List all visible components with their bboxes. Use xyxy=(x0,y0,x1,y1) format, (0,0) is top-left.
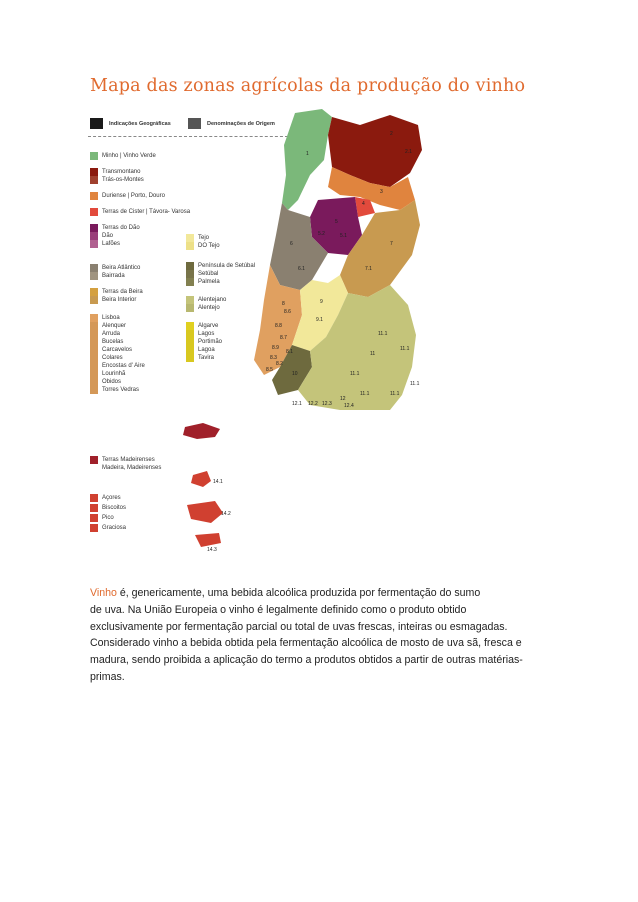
legend-label: Obidos xyxy=(102,379,122,385)
map-label: 1 xyxy=(306,151,309,157)
legend-label: Beira Interior xyxy=(102,297,137,303)
legend-label: Arruda xyxy=(102,331,121,337)
legend-item-right xyxy=(186,278,220,286)
legend-label: Setúbal xyxy=(198,271,219,277)
legend-swatch xyxy=(186,354,194,362)
legend-item-left xyxy=(90,322,126,330)
map-label: 7 xyxy=(390,241,393,247)
legend-item-left xyxy=(90,232,113,240)
map-label: 9.1 xyxy=(316,317,323,323)
legend-label: Bairrada xyxy=(102,273,125,279)
legend-swatch xyxy=(186,322,194,330)
legend-item-right xyxy=(186,338,222,346)
legend-swatch xyxy=(90,386,98,394)
legend-item-madeira-sub: Madeira, Madeirenses xyxy=(102,465,162,471)
map-label: 11.1 xyxy=(378,331,388,337)
azores-island-2 xyxy=(187,501,223,523)
madeira-island xyxy=(183,423,220,439)
legend-swatch xyxy=(90,514,98,522)
page-title: Mapa das zonas agrícolas da produção do vinho xyxy=(90,76,526,96)
legend-item-left xyxy=(90,378,121,386)
map-label: 11.1 xyxy=(400,346,410,352)
legend-item-left xyxy=(90,354,123,362)
legend-header-ig: Indicações Geográficas xyxy=(90,118,171,129)
legend-label: Duriense | Porto, Douro xyxy=(102,193,165,199)
legend-swatch xyxy=(90,354,98,362)
map-label: 8.5 xyxy=(266,367,273,373)
map-label: 4 xyxy=(362,201,365,207)
legend-swatch xyxy=(188,118,201,129)
map-label: 8 xyxy=(282,301,285,307)
legend-item-left xyxy=(90,338,123,346)
legend-label: Beira Atlântico xyxy=(102,265,141,271)
region-minho xyxy=(282,109,332,210)
legend-label: Alenquer xyxy=(102,323,127,329)
map-label: 11.1 xyxy=(350,371,360,377)
legend-header-do: Denominações de Origem xyxy=(188,118,275,129)
legend-item-left xyxy=(90,370,125,378)
map-label: 12.3 xyxy=(322,401,332,407)
legend-label: Tejo xyxy=(198,235,210,241)
map-label: 8.1 xyxy=(286,349,293,355)
legend-swatch xyxy=(186,304,194,312)
map-label: 5 xyxy=(335,219,338,225)
legend-item-azores xyxy=(90,494,121,502)
legend-swatch xyxy=(186,338,194,346)
legend-swatch xyxy=(90,330,98,338)
map-label: 2 xyxy=(390,131,393,137)
legend-swatch xyxy=(90,176,98,184)
legend-item-azores xyxy=(90,504,126,512)
legend-item-madeira xyxy=(90,456,155,464)
legend-item-left xyxy=(90,296,136,304)
legend-item-right xyxy=(186,330,214,338)
legend-swatch xyxy=(186,278,194,286)
map-label: 8.8 xyxy=(275,323,282,329)
legend-swatch xyxy=(186,296,194,304)
map-label: 9 xyxy=(320,299,323,305)
legend-swatch xyxy=(90,224,98,232)
map-label: 12.1 xyxy=(292,401,302,407)
portugal-wine-map xyxy=(240,105,430,415)
legend-swatch xyxy=(90,264,98,272)
legend-swatch xyxy=(90,296,98,304)
map-label: 6 xyxy=(290,241,293,247)
legend-label: Colares xyxy=(102,355,123,361)
legend-label: Alentejo xyxy=(198,305,220,311)
legend-label: Lagos xyxy=(198,331,215,337)
map-label: 8.9 xyxy=(272,345,279,351)
legend-swatch xyxy=(90,118,103,129)
legend-swatch xyxy=(90,288,98,296)
legend-item-right xyxy=(186,354,214,362)
islands-inset xyxy=(175,415,235,555)
legend-item-left xyxy=(90,240,120,248)
legend-swatch xyxy=(90,456,98,464)
map-label: 5.2 xyxy=(318,231,325,237)
legend-swatch xyxy=(90,322,98,330)
legend-swatch xyxy=(90,192,98,200)
legend-label: Terras da Beira xyxy=(102,289,143,295)
legend-swatch xyxy=(186,270,194,278)
legend-item-left xyxy=(90,224,140,232)
legend-item-right xyxy=(186,322,218,330)
legend-item-left xyxy=(90,272,125,280)
legend-label: Tavira xyxy=(198,355,215,361)
legend-label: Alentejano xyxy=(198,297,227,303)
legend-swatch xyxy=(90,232,98,240)
legend-label: Bucelas xyxy=(102,339,124,345)
legend-swatch xyxy=(90,314,98,322)
legend-label: Palmela xyxy=(198,279,220,285)
legend-label: Transmontano xyxy=(102,169,141,175)
legend-item-left xyxy=(90,176,144,184)
legend-item-right xyxy=(186,296,226,304)
map-label: 11 xyxy=(370,351,376,357)
map-label: 2.1 xyxy=(405,149,412,155)
legend-swatch xyxy=(90,338,98,346)
legend-item-left xyxy=(90,192,165,200)
legend-item-right xyxy=(186,242,220,250)
paragraph-line-0: Vinho é, genericamente, uma bebida alcoólica produzida por fermentação do sumo xyxy=(90,587,481,599)
legend-swatch xyxy=(186,234,194,242)
wine-paragraph xyxy=(90,585,558,686)
legend-item-right xyxy=(186,234,209,242)
map-label: 12.4 xyxy=(344,403,354,409)
island-label: 14.1 xyxy=(213,479,223,485)
legend-item-left xyxy=(90,264,140,272)
legend-label: Terras Madeirenses xyxy=(102,457,155,463)
map-label: 8.6 xyxy=(284,309,291,315)
island-label: 14.2 xyxy=(221,511,231,517)
legend-label: Terras de Cister | Távora- Varosa xyxy=(102,209,191,215)
legend-item-left xyxy=(90,152,156,160)
legend-swatch xyxy=(186,330,194,338)
map-label: 12.2 xyxy=(308,401,318,407)
map-label: 10 xyxy=(292,371,298,377)
legend-swatch xyxy=(90,152,98,160)
legend-label: DO Tejo xyxy=(198,243,220,249)
legend-label: Lagoa xyxy=(198,347,215,353)
legend-item-azores xyxy=(90,514,114,522)
map-label: 12 xyxy=(340,396,346,402)
legend-swatch xyxy=(186,346,194,354)
legend-swatch xyxy=(90,370,98,378)
legend-swatch xyxy=(186,262,194,270)
map-label: 3 xyxy=(380,189,383,195)
map-label: 5.1 xyxy=(340,233,347,239)
legend-item-left xyxy=(90,362,145,370)
legend-swatch xyxy=(90,168,98,176)
legend-label: Encostas d' Aire xyxy=(102,363,145,369)
legend-swatch xyxy=(90,272,98,280)
legend-label: Lourinhã xyxy=(102,371,126,377)
azores-island-1 xyxy=(191,471,211,487)
legend-swatch xyxy=(90,494,98,502)
paragraph-line-3: Considerado vinho a bebida obtida pela fermentação alcoólica de mosto de uva sã, fresca e xyxy=(90,637,522,650)
map-label: 6.1 xyxy=(298,266,305,272)
legend-swatch xyxy=(90,378,98,386)
paragraph-line-4: madura, sendo proibida a aplicação do termo a produtos obtidos a partir de outras matérias- xyxy=(90,654,523,667)
legend-label: Lisboa xyxy=(102,315,120,321)
legend-item-right xyxy=(186,304,220,312)
map-label: 8.3 xyxy=(270,355,277,361)
legend-item-left xyxy=(90,168,140,176)
legend-label: Trás-os-Montes xyxy=(102,177,144,183)
legend-item-left xyxy=(90,386,139,394)
legend-swatch xyxy=(90,504,98,512)
legend-label: Península de Setúbal xyxy=(198,263,256,269)
legend-item-left xyxy=(90,330,120,338)
legend-label: Algarve xyxy=(198,323,219,329)
legend-label: Biscoitos xyxy=(102,505,127,511)
legend-item-left xyxy=(90,346,132,354)
legend-swatch xyxy=(186,242,194,250)
legend-label: Pico xyxy=(102,515,114,521)
legend-item-right xyxy=(186,346,215,354)
legend-item-left xyxy=(90,288,143,296)
legend-item-left xyxy=(90,208,190,216)
legend-swatch xyxy=(90,346,98,354)
paragraph-line-5: primas. xyxy=(90,670,125,683)
map-label: 11.1 xyxy=(390,391,400,397)
legend-label: Carcavelos xyxy=(102,347,133,353)
legend-label: Torres Vedras xyxy=(102,387,140,393)
map-label: 8.7 xyxy=(280,335,287,341)
legend-item-right xyxy=(186,270,218,278)
map-label: 11.1 xyxy=(360,391,370,397)
legend-label: Dão xyxy=(102,233,114,239)
legend-swatch xyxy=(90,208,98,216)
azores-island-3 xyxy=(195,533,221,547)
map-label: 11.1 xyxy=(410,381,420,387)
map-label: 8.2 xyxy=(276,361,283,367)
legend-item-left xyxy=(90,314,120,322)
legend-swatch xyxy=(90,240,98,248)
legend-label: Terras do Dão xyxy=(102,225,140,231)
legend-item-azores xyxy=(90,524,126,532)
legend-label: Graciosa xyxy=(102,525,127,531)
island-label: 14.3 xyxy=(207,547,217,553)
legend-label: Minho | Vinho Verde xyxy=(102,153,156,159)
legend-swatch xyxy=(90,362,98,370)
paragraph-highlight: Vinho xyxy=(90,587,117,599)
legend-label: Portimão xyxy=(198,339,223,345)
paragraph-line-2: exclusivamente por fermentação parcial ou total de uvas frescas, inteiras ou esmagadas. xyxy=(90,620,508,633)
legend-swatch xyxy=(90,524,98,532)
legend-label: Lafões xyxy=(102,241,121,247)
paragraph-line-1: de uva. Na União Europeia o vinho é legalmente definido como o produto obtido xyxy=(90,603,467,616)
map-label: 7.1 xyxy=(365,266,372,272)
legend-label: Açores xyxy=(102,495,121,501)
